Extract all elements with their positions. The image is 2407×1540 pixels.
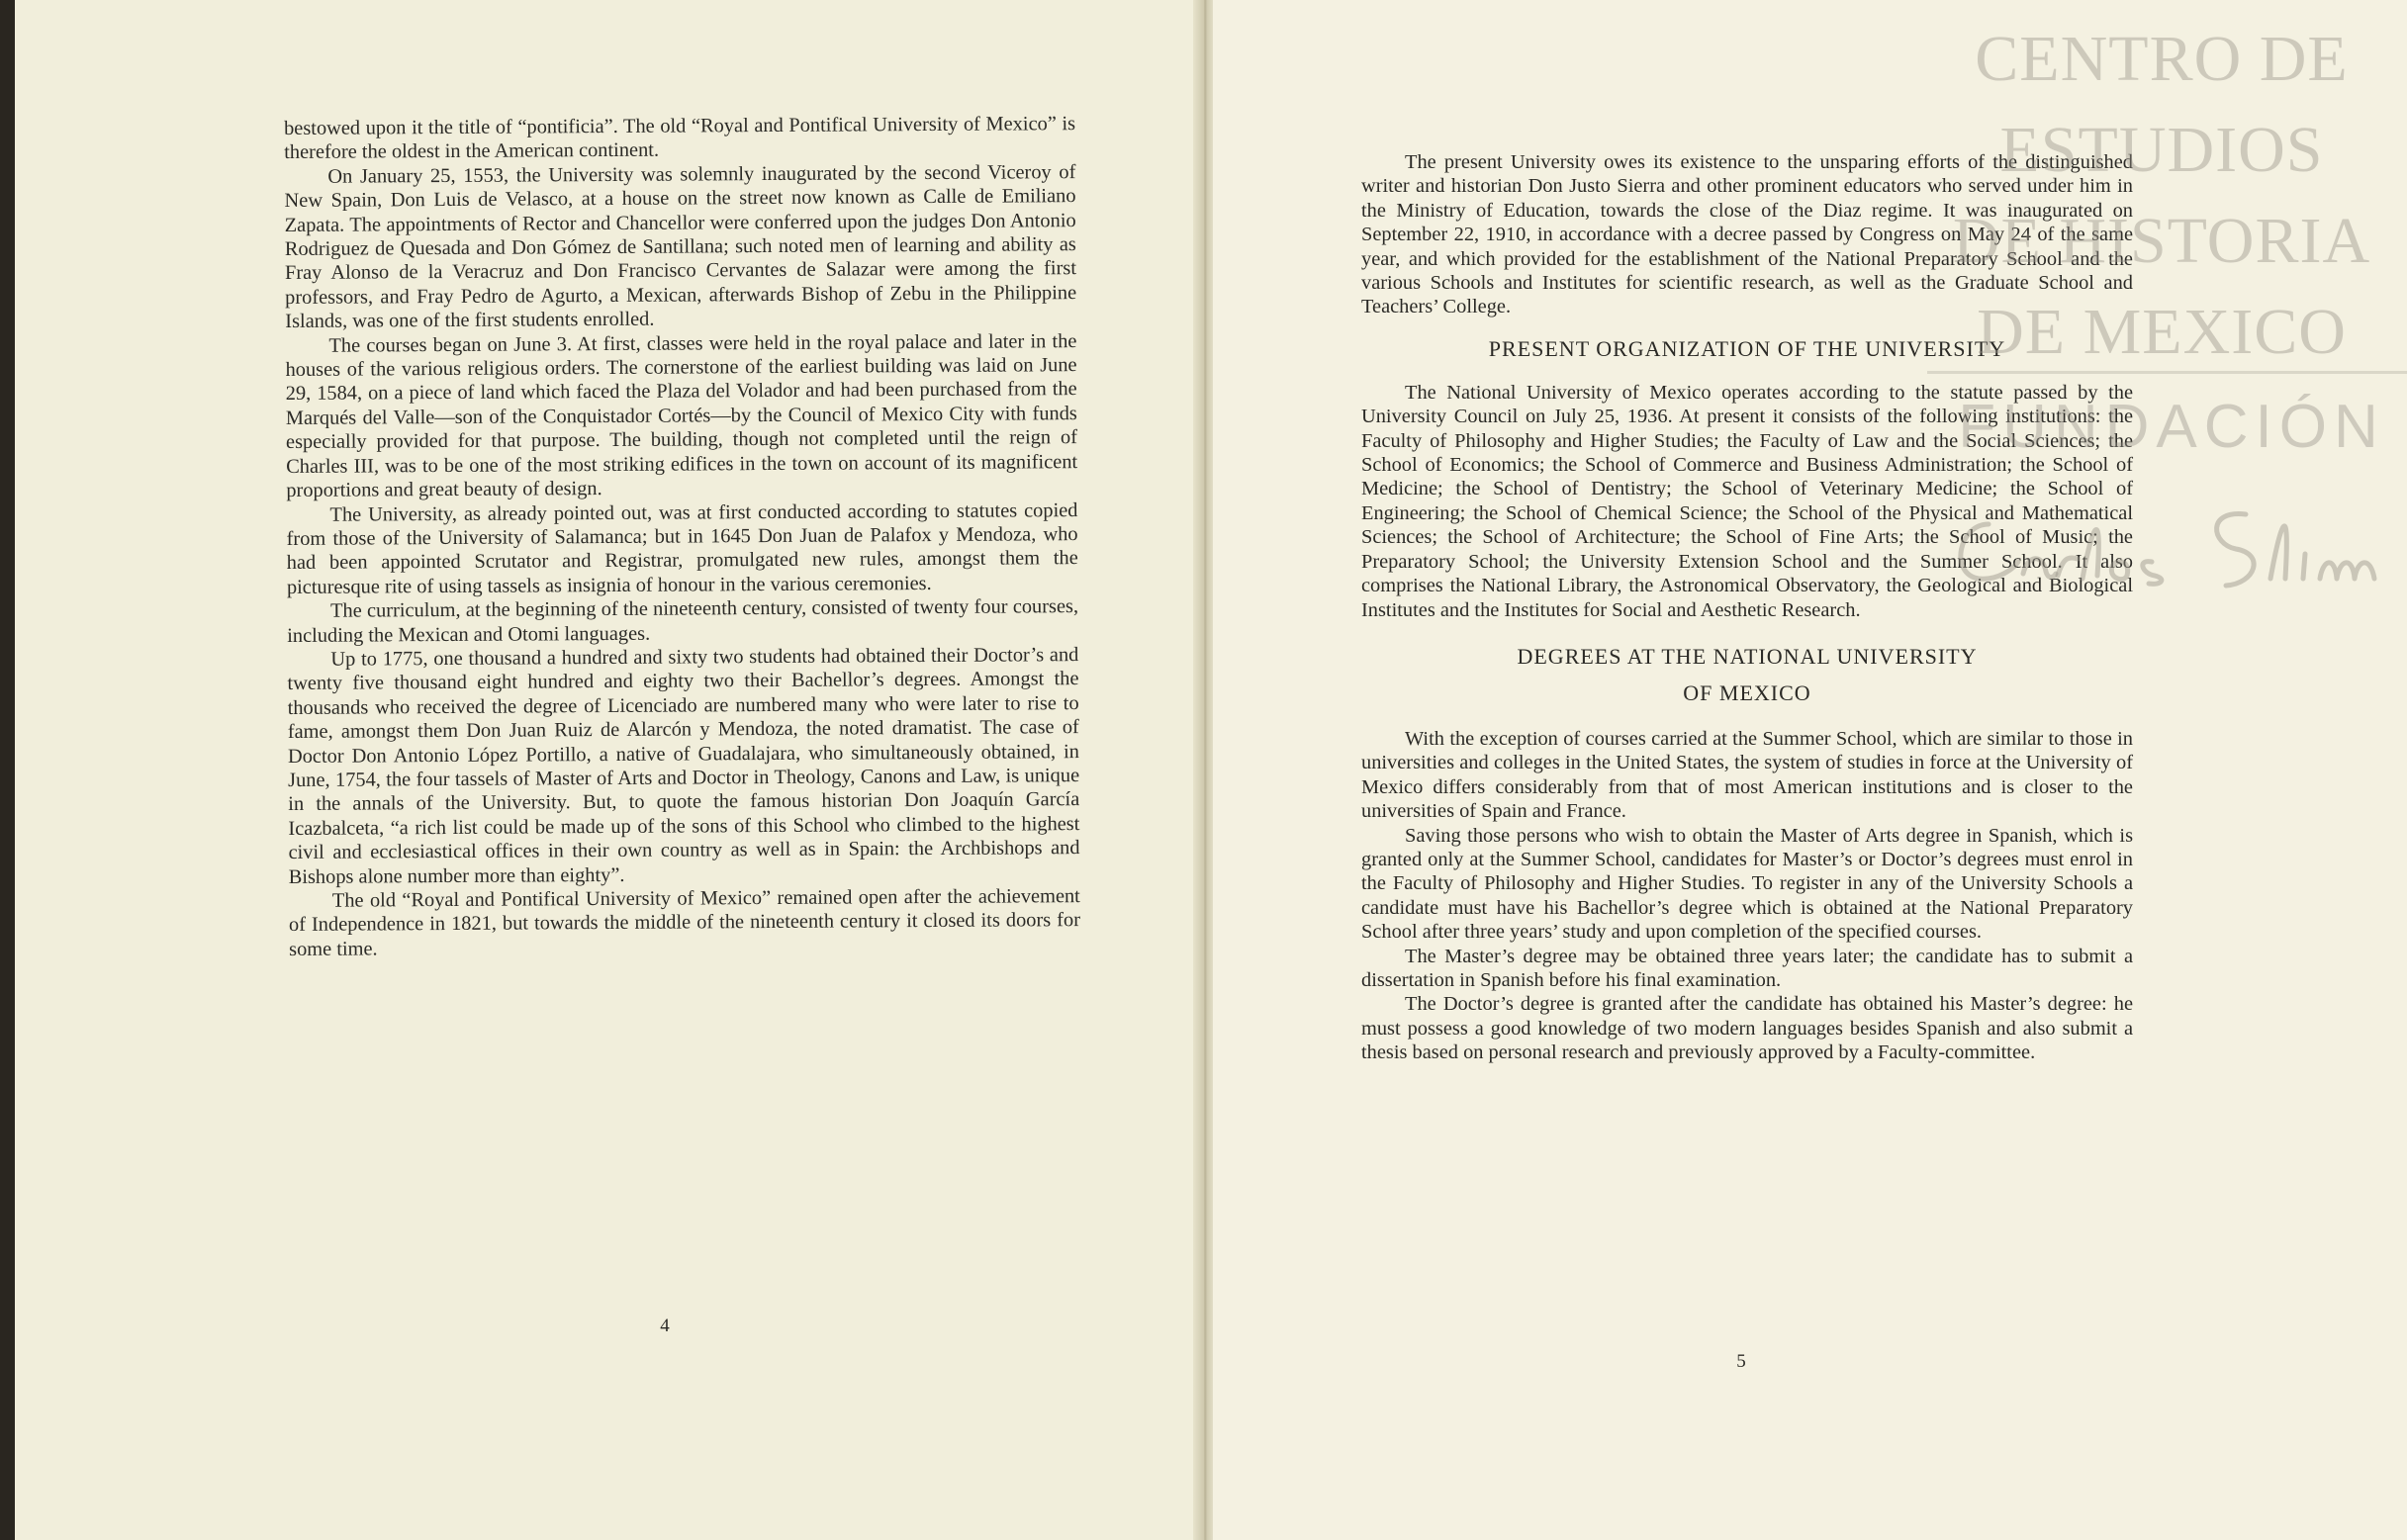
section-heading-line: OF MEXICO: [1683, 679, 1811, 705]
paragraph: On January 25, 1553, the University was solemnly inaugurated by the second Viceroy of New Spain, Don Luis de Velasco, at a house on the street now known as Calle de Emiliano Zapata. The appointments of Rector and Chancellor were conferred upon the judges Don Antonio Rodriguez de Quesada and Don Gómez de Santillana; such noted men of learning and ability as Fray Alonso de la Veracruz and Don Francisco Cervantes de Salazar were among the first professors, and Fray Pedro de Agurto, a Mexican, afterwards Bishop of Zebu in the Philippine Islands, was one of the first students enrolled.: [284, 160, 1077, 333]
left-page-text-column: [284, 112, 1080, 961]
page-number: 5: [1736, 1351, 1746, 1372]
watermark-line: DE HISTORIA: [1952, 205, 2371, 277]
right-page: [1213, 0, 2407, 1540]
paragraph: The courses began on June 3. At first, classes were held in the royal palace and later in the houses of the various religious orders. The cornerstone of the earliest building was laid on June 29, 1584, on a piece of land which faced the Plaza del Volador and had been purchased from the Marqués del Valle—son of the Conquistador Cortés—by the Council of Mexico City with funds especially provided for that purpose. The building, though not completed until the reign of Charles III, was to be one of the most striking edifices in the town on account of its magnificent proportions and great beauty of design.: [285, 329, 1078, 502]
paragraph: The curriculum, at the beginning of the nineteenth century, consisted of twenty four courses, including the Mexican and Otomi languages.: [287, 595, 1079, 647]
paragraph: The University, as already pointed out, was at first conducted according to statutes copied from those of the University of Salamanca; but in 1645 Don Juan de Palafox y Mendoza, who had been appointed Scrutator and Registrar, promulgated new rules, amongst them the picturesque rite of using tassels as insignia of honour in the various ceremonies.: [286, 498, 1078, 598]
paragraph: The old “Royal and Pontifical University of Mexico” remained open after the achievement of Independence in 1821, but towards the middle of the nineteenth century it closed its doors for some time.: [288, 885, 1081, 960]
signature-icon: [1929, 485, 2404, 603]
paragraph: With the exception of courses carried at the Summer School, which are similar to those in universities and colleges in the United States, the system of studies in force at the University of Mexico differs considerably from that of most American institutions and is closer to the universities of Spain and France.: [1361, 727, 2133, 823]
left-page: [15, 0, 1205, 1540]
page-number: 4: [660, 1315, 670, 1336]
section-heading: PRESENT ORGANIZATION OF THE UNIVERSITY: [1488, 335, 2006, 361]
watermark-line: CENTRO DE: [1975, 23, 2349, 95]
watermark-foundation: FUNDACIÓN: [1958, 393, 2385, 461]
paragraph: Up to 1775, one thousand a hundred and sixty two students had obtained their Doctor’s and twenty five thousand eight hundred and eighty two their Bachellor’s degrees. Amongst the thousands who received the degree of Licenciado are numbered many who were later to rise to fame, amongst them Don Juan Ruiz de Alarcón y Mendoza, the noted dramatist. The case of Doctor Don Antonio López Portillo, a native of Guadalajara, who simultaneously obtained, in June, 1754, the four tassels of Master of Arts and Doctor in Theology, Canons and Law, is unique in the annals of the University. But, to quote the famous historian Don Joaquín García Icazbalceta, “a rich list could be made up of the sons of this School who climbed to the highest civil and ecclesiastical offices in their own country as well as in Spain: the Archbishops and Bishops alone number more than eighty”.: [287, 644, 1080, 888]
paragraph: The present University owes its existence to the unsparing efforts of the distinguished writer and historian Don Justo Sierra and other prominent educators who served under him in the Ministry of Education, towards the close of the Diaz regime. It was inaugurated on September 22, 1910, in accordance with a decree passed by Congress on May 24 of the same year, and which provided for the establishment of the National Preparatory School and the various Schools and Institutes for scientific research, as well as the Graduate School and Teachers’ College.: [1361, 151, 2133, 318]
section-heading: [1361, 638, 2133, 711]
paragraph: The National University of Mexico operates according to the statute passed by the University Council on July 25, 1936. At present it consists of the following institutions: the Faculty of Philosophy and Higher Studies; the Faculty of Law and the Social Sciences; the School of Economics; the School of Commerce and Business Administration; the School of Medicine; the School of Dentistry; the School of Veterinary Medicine; the School of Engineering; the School of Chemical Science; the School of the Physical and Mathematical Sciences; the School of Architecture; the School of Fine Arts; the School of Music; the Preparatory School; the University Extension School and the Summer School. It also comprises the National Library, the Astronomical Observatory, the Geological and Biological Institutes and the Institutes for Social and Aesthetic Research.: [1361, 381, 2133, 621]
watermark-line: ESTUDIOS: [1999, 114, 2324, 186]
paragraph: Saving those persons who wish to obtain the Master of Arts degree in Spanish, which is granted only at the Summer School, candidates for Master’s or Doctor’s degrees must enrol in the Faculty of Philosophy and Higher Studies. To register in any of the University Schools a candidate must have his Bachellor’s degree which is obtained at the National Preparatory School after three years’ study and upon completion of the specified courses.: [1361, 824, 2133, 944]
watermark-line: DE MEXICO: [1977, 296, 2347, 368]
watermark-divider: [1927, 371, 2407, 374]
paragraph: bestowed upon it the title of “pontificia”. The old “Royal and Pontifical University of Mexico” is therefore the oldest in the American continent.: [284, 113, 1076, 164]
right-page-text-column: [1361, 150, 2133, 1065]
paragraph: The Doctor’s degree is granted after the candidate has obtained his Master’s degree: he must possess a good knowledge of two modern languages besides Spanish and also submit a thesis based on personal research and previously approved by a Faculty-committee.: [1361, 993, 2133, 1064]
section-heading-line: DEGREES AT THE NATIONAL UNIVERSITY: [1517, 643, 1978, 669]
paragraph: The Master’s degree may be obtained three years later; the candidate has to submit a dissertation in Spanish before his final examination.: [1361, 945, 2133, 991]
